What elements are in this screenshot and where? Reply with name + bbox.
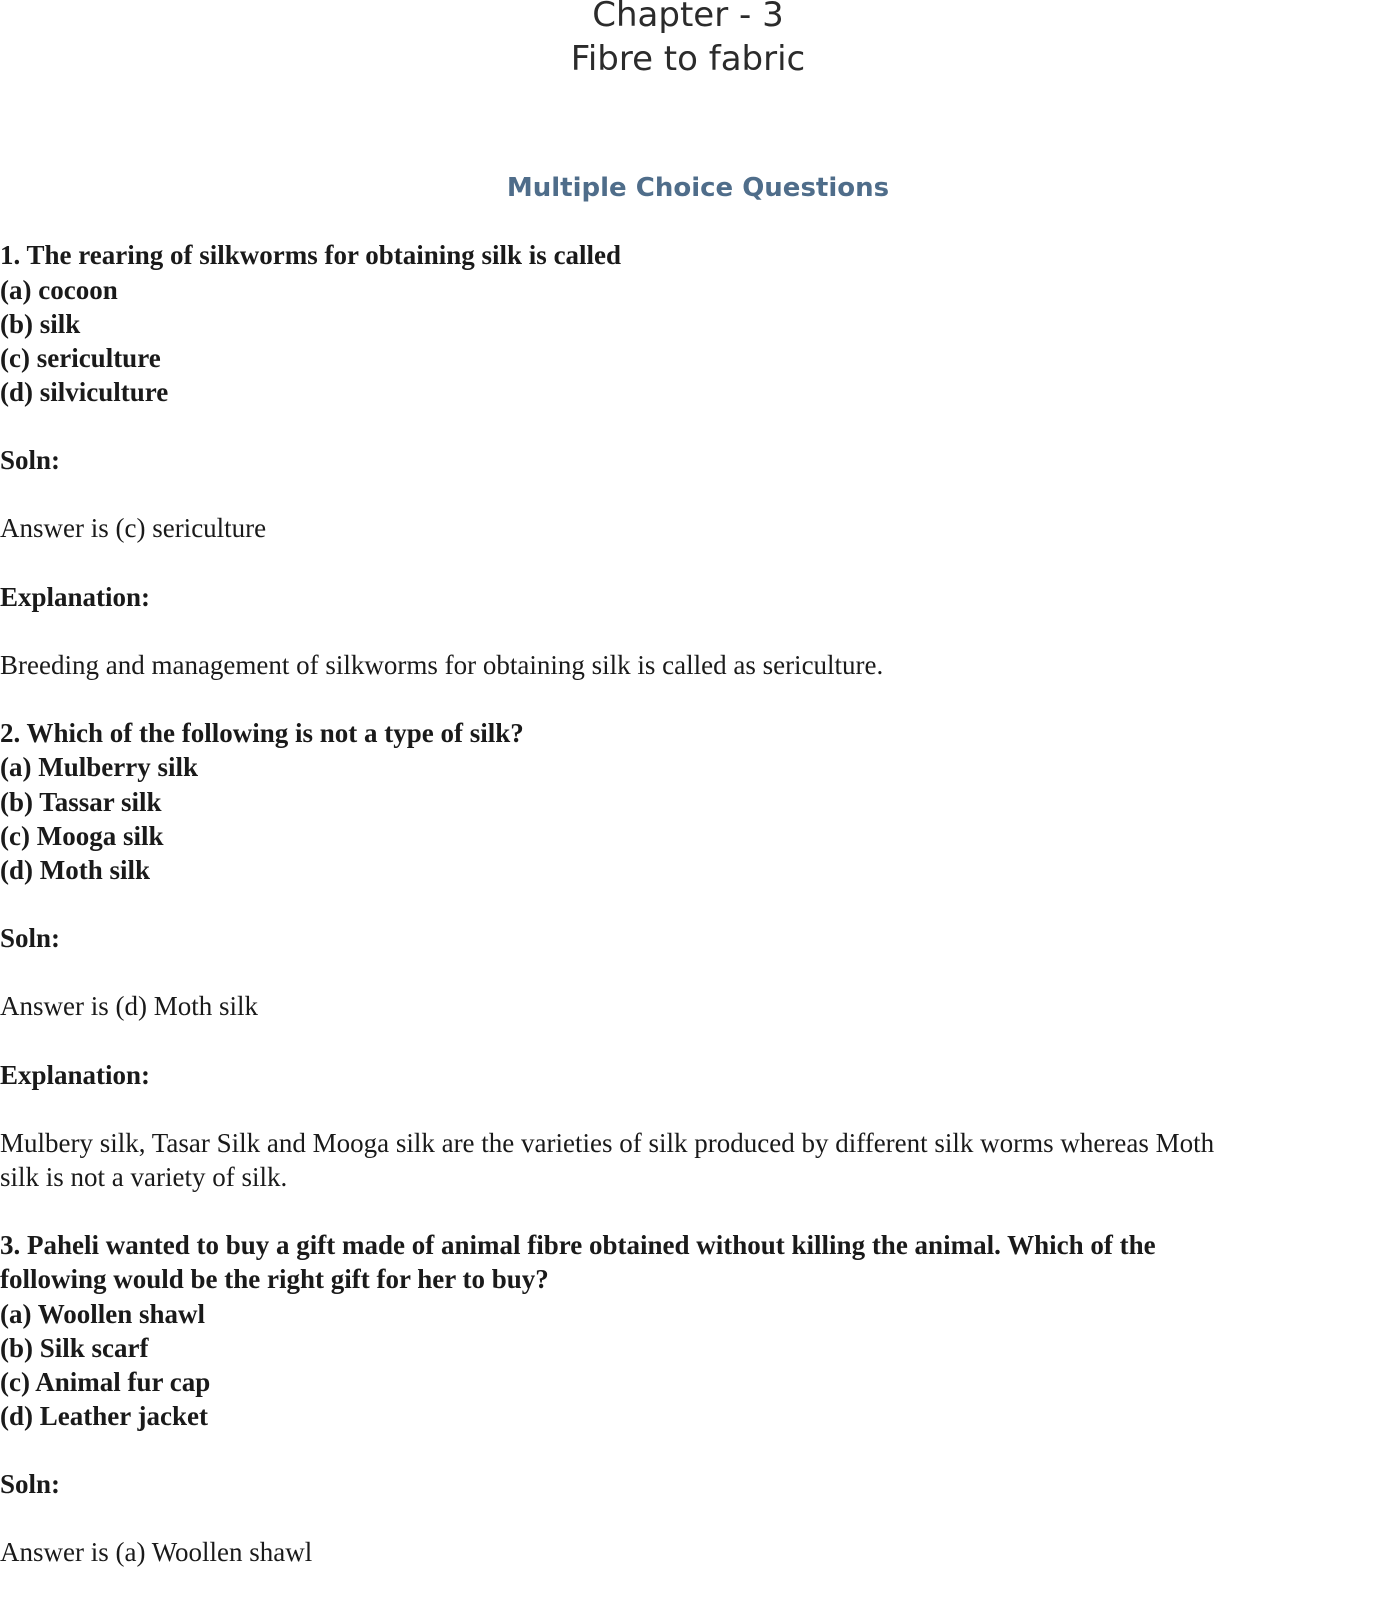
question-2-option-b: (b) Tassar silk: [0, 787, 162, 817]
question-1-soln-label: Soln:: [0, 445, 61, 475]
question-1-option-c: (c) sericulture: [0, 343, 161, 373]
question-1-option-d: (d) silviculture: [0, 377, 169, 407]
question-3-answer: Answer is (a) Woollen shawl: [0, 1537, 313, 1567]
question-2-option-d: (d) Moth silk: [0, 855, 151, 885]
chapter-title: Fibre to fabric: [570, 39, 806, 79]
question-3-text-line-1: 3. Paheli wanted to buy a gift made of animal fibre obtained without killing the animal. Which of the: [0, 1230, 1156, 1260]
question-2-text: 2. Which of the following is not a type of silk?: [0, 718, 524, 748]
question-3-option-c: (c) Animal fur cap: [0, 1367, 211, 1397]
question-2-explanation-line-2: silk is not a variety of silk.: [0, 1162, 288, 1192]
question-1-explanation-label: Explanation:: [0, 582, 151, 612]
question-1-explanation: Breeding and management of silkworms for obtaining silk is called as sericulture.: [0, 650, 884, 680]
section-title: Multiple Choice Questions: [506, 173, 890, 203]
question-2-option-c: (c) Mooga silk: [0, 821, 164, 851]
question-3-option-d: (d) Leather jacket: [0, 1401, 208, 1431]
question-2-soln-label: Soln:: [0, 923, 61, 953]
chapter-number: Chapter - 3: [592, 0, 784, 35]
question-3-option-b: (b) Silk scarf: [0, 1333, 149, 1363]
question-2-option-a: (a) Mulberry silk: [0, 752, 198, 782]
question-1-text: 1. The rearing of silkworms for obtaining silk is called: [0, 240, 622, 270]
question-1-option-b: (b) silk: [0, 309, 81, 339]
question-3-text-line-2: following would be the right gift for her to buy?: [0, 1264, 549, 1294]
question-3-option-a: (a) Woollen shawl: [0, 1299, 206, 1329]
question-2-explanation-line-1: Mulbery silk, Tasar Silk and Mooga silk are the varieties of silk produced by different silk worms whereas Moth: [0, 1128, 1215, 1158]
question-1-option-a: (a) cocoon: [0, 275, 118, 305]
question-2-explanation-label: Explanation:: [0, 1060, 151, 1090]
question-1-answer: Answer is (c) sericulture: [0, 513, 267, 543]
question-2-answer: Answer is (d) Moth silk: [0, 991, 258, 1021]
question-3-soln-label: Soln:: [0, 1469, 61, 1499]
